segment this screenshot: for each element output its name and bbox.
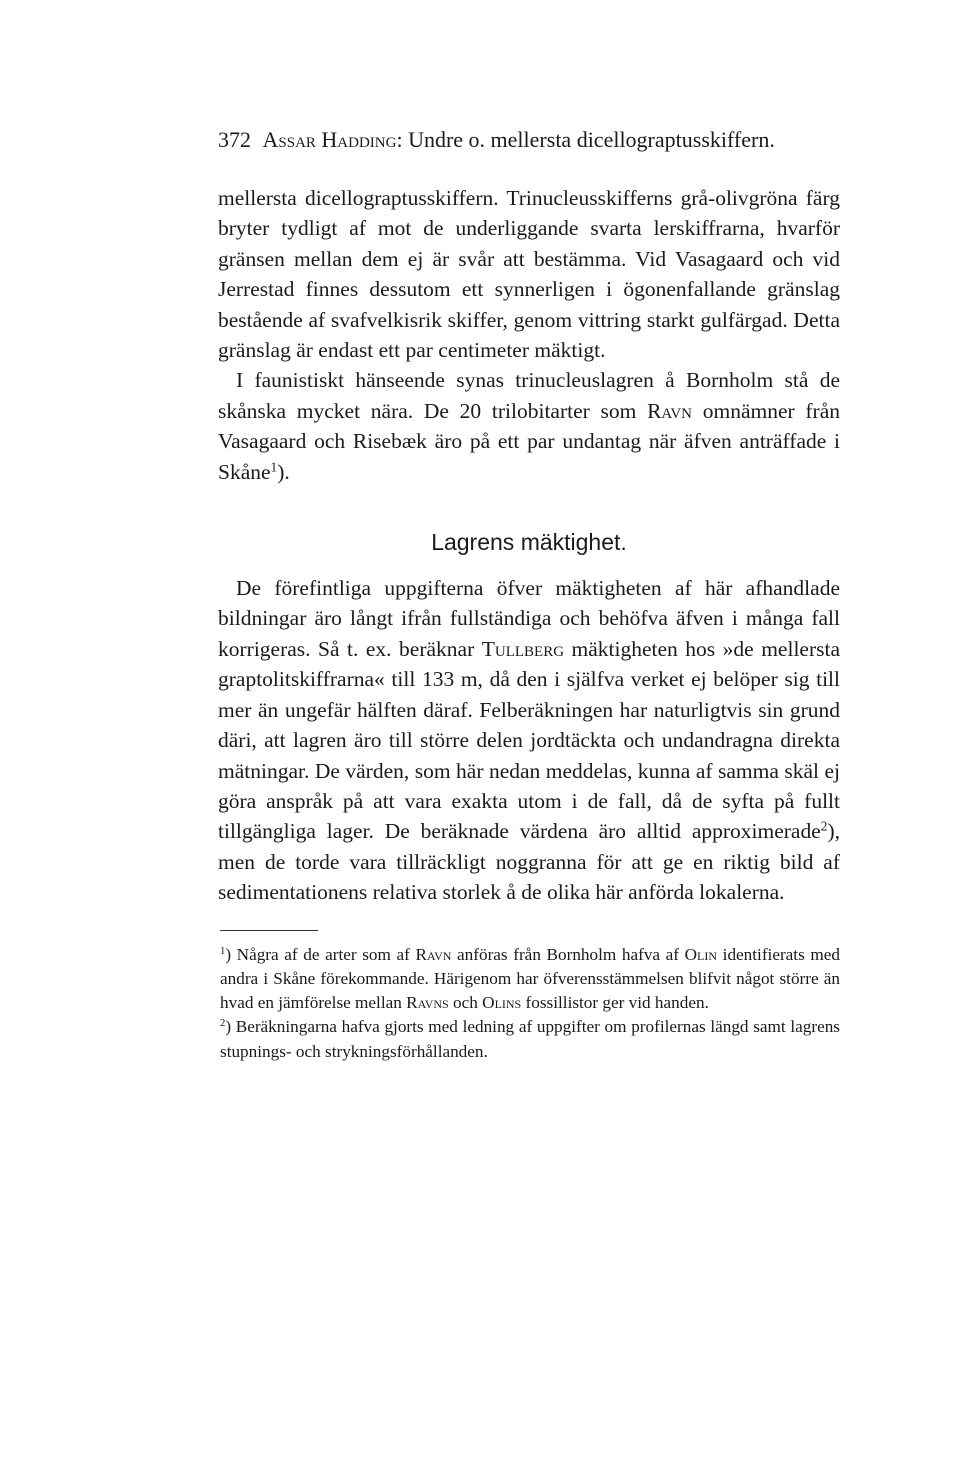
section-heading: Lagrens mäktighet. <box>431 529 627 556</box>
paragraph-text: omnämner från Vasagaard och Risebæk äro på ett par undantag när äfven anträffade i Skåne <box>218 398 840 484</box>
book-page <box>218 125 840 1064</box>
paragraph-text: mellersta dicellograptusskiffern. Trinucleusskifferns grå-olivgröna färg bryter tydligt af mot de underliggande svarta lerskiffrarna, hvarför gränsen mellan dem ej är svår att bestämma. Vid Vasagaard och vid Jerrestad finnes dessutom ett synnerligen i ögonenfallande gränslag bestående af svafvelkisrik skiffer, genom vittring starkt gulfärgad. Detta gränslag är endast ett par centimeter mäktigt. <box>218 186 840 363</box>
paragraph-text: mäktigheten hos »de mellersta graptolitskiffrarna« till 133 m, då den i själfva verket ej belöper sig till mer än ungefär hälften däraf. Felberäkningen har naturligtvis sin grund däri, att lagren äro till större delen jordtäckta och undandragna direkta mätningar. De värden, som här nedan meddelas, kunna af samma skäl ej göra anspråk på att vara exakta utom i de fall, då de syfta på fullt tillgängliga lager. De beräknade värdena äro alltid approximerade <box>218 636 840 844</box>
running-title: : Undre o. mellersta dicellograptusskiffern. <box>396 127 775 152</box>
author-name: Ravn <box>647 398 692 423</box>
paragraph-text: ). <box>277 459 290 484</box>
paragraph-text: De förefintliga uppgifterna öfver mäktigheten af här afhandlade bildningar äro långt ifrån fullständiga och behöfva äfven i många fall korrigeras. Så t. ex. beräknar <box>218 576 840 661</box>
author-name: Tullberg <box>481 636 565 661</box>
footnote-reference: 1 <box>270 459 278 475</box>
paragraph <box>218 573 840 907</box>
footnotes <box>218 943 840 1064</box>
author-name: Ravns <box>406 993 449 1013</box>
running-head <box>218 125 840 155</box>
footnote-text: identifierats med andra i Skåne förekommande. Härigenom har öfverensstämmelsen blifvit något större än hvad en jämförelse mellan <box>220 944 840 1013</box>
footnote-text: fossillistor ger vid handen. <box>521 993 709 1013</box>
paragraph-text: I faunistiskt hänseende synas trinucleuslagren å Bornholm stå de skånska mycket nära. De 20 trilobitarter som <box>218 368 840 423</box>
footnote-text: ) Beräkningarna hafva gjorts med ledning af uppgifter om profilernas längd samt lagrens stupnings- och strykningsförhållanden. <box>220 1017 840 1061</box>
footnote-reference: 2 <box>820 818 828 834</box>
paragraph <box>218 365 840 487</box>
footnote-2 <box>218 1015 840 1064</box>
footnote-text: ) Några af de arter som af <box>225 944 416 964</box>
page-number: 372 <box>218 127 251 152</box>
paragraph <box>218 183 840 365</box>
author-name: Assar Hadding <box>262 127 397 152</box>
body-text <box>218 183 840 487</box>
footnote-text: och <box>448 993 483 1013</box>
footnote-divider <box>220 930 318 931</box>
section-body <box>218 573 840 907</box>
author-name: Ravn <box>415 944 452 964</box>
footnote-1 <box>218 943 840 1016</box>
author-name: Olin <box>684 944 718 964</box>
footnote-text: anföras från Bornholm hafva af <box>451 944 685 964</box>
footnote-marker: 2 <box>220 1018 226 1030</box>
paragraph-text: ), men de torde vara tillräckligt noggranna för att ge en riktig bild af sedimentationens relativa storlek å de olika här anförda lokalerna. <box>218 819 840 905</box>
footnote-marker: 1 <box>220 945 226 957</box>
author-name: Olins <box>482 993 522 1013</box>
